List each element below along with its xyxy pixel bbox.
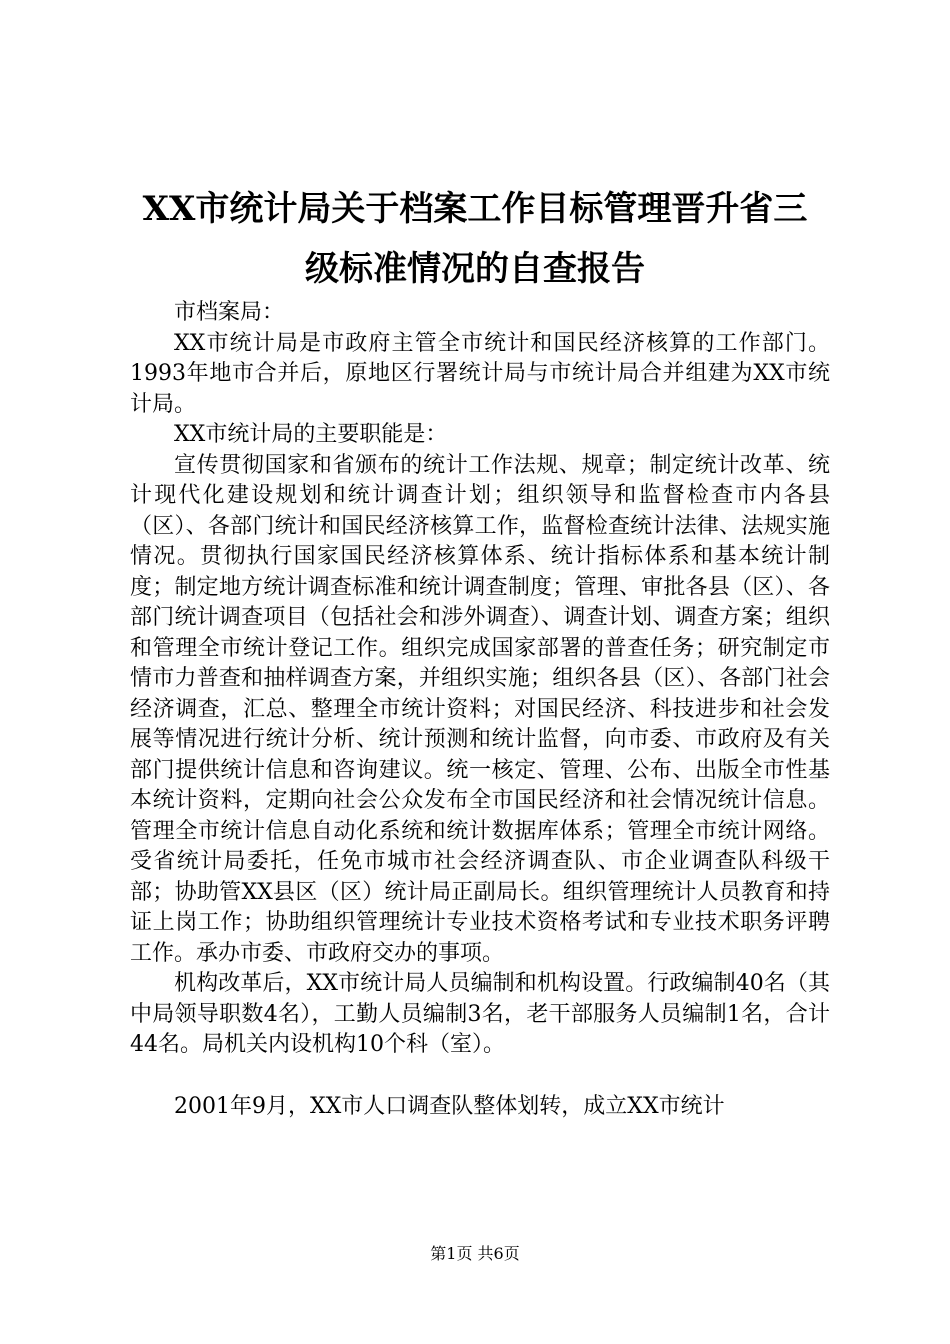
salutation: 市档案局：	[174, 300, 285, 325]
page-footer: 第1页 共6页	[430, 1244, 520, 1263]
paragraph-intro: XX市统计局是市政府主管全市统计和国民经济核算的工作部门。1993年地市合并后，原地区行署统计局与市统计局合并组建为XX市统计局。	[130, 330, 830, 417]
document-title-line-2: 级标准情况的自查报告	[305, 249, 645, 289]
paragraph-functions-heading: XX市统计局的主要职能是：	[174, 422, 448, 447]
document-title-line-1: XX市统计局关于档案工作目标管理晋升省三	[142, 189, 808, 229]
paragraph-functions: 宣传贯彻国家和省颁布的统计工作法规、规章；制定统计改革、统计现代化建设规划和统计调查计划；组织领导和监督检查市内各县（区）、各部门统计和国民经济核算工作，监督检查统计法律、法规实施情况。贯彻执行国家国民经济核算体系、统计指标体系和基本统计制度；制定地方统计调查标准和统计调查制度；管理、审批各县（区）、各部门统计调查项目（包括社会和涉外调查）、调查计划、调查方案；组织和管理全市统计登记工作。组织完成国家部署的普查任务；研究制定市情市力普查和抽样调查方案，并组织实施；组织各县（区）、各部门社会经济调查，汇总、整理全市统计资料；对国民经济、科技进步和社会发展等情况进行统计分析、统计预测和统计监督，向市委、市政府及有关部门提供统计信息和咨询建议。统一核定、管理、公布、出版全市性基本统计资料，定期向社会公众发布全市国民经济和社会情况统计信息。管理全市统计信息自动化系统和统计数据库体系；管理全市统计网络。受省统计局委托，任免市城市社会经济调查队、市企业调查队科级干部；协助管XX县区（区）统计局正副局长。组织管理统计人员教育和持证上岗工作；协助组织管理统计专业技术资格考试和专业技术职务评聘工作。承办市委、市政府交办的事项。	[130, 452, 830, 966]
paragraph-staffing: 机构改革后，XX市统计局人员编制和机构设置。行政编制40名（其中局领导职数4名），工勤人员编制3名，老干部服务人员编制1名，合计44名。局机关内设机构10个科（室）。	[130, 971, 830, 1057]
document-body	[130, 298, 830, 1122]
paragraph-2001: 2001年9月，XX市人口调查队整体划转，成立XX市统计	[174, 1093, 725, 1119]
